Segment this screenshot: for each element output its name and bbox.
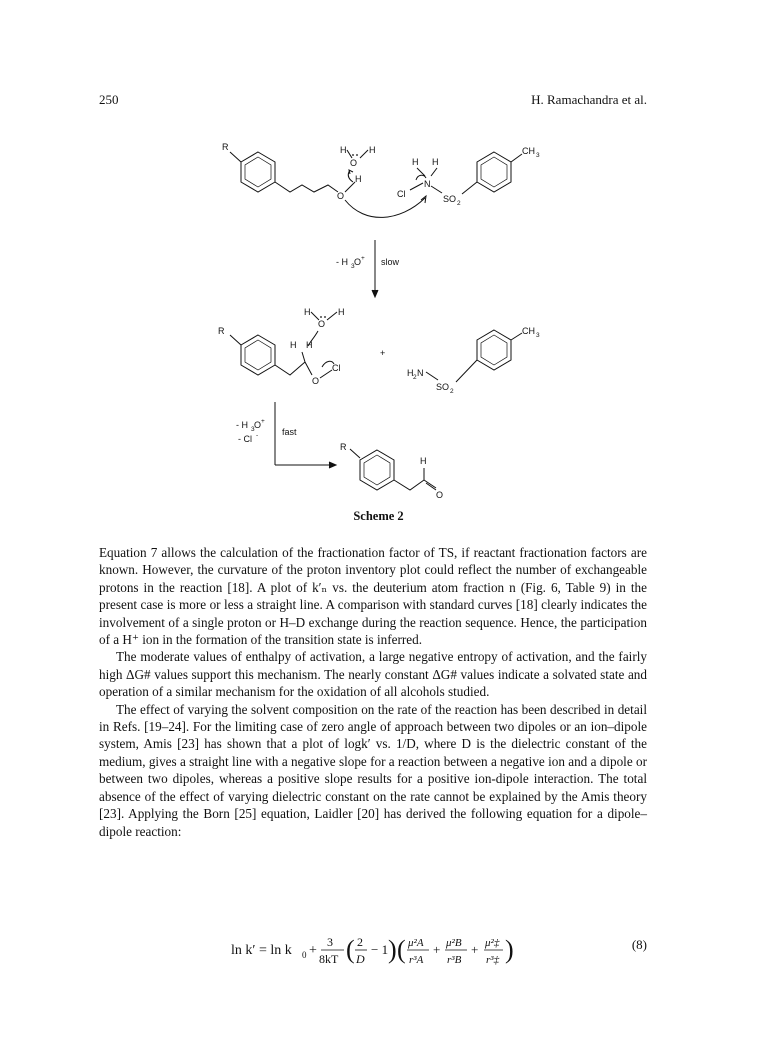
- svg-text:r³A: r³A: [409, 954, 424, 966]
- loss-cl-label: - Cl: [238, 434, 252, 444]
- scheme-drawing: [200, 130, 660, 510]
- svg-text:): ): [505, 935, 514, 964]
- bond: [511, 154, 522, 162]
- page-number: 250: [99, 92, 119, 107]
- r-group-1: R: [222, 142, 229, 152]
- methyl-1: CH: [522, 146, 535, 156]
- bond: [456, 360, 477, 382]
- equation-number: (8): [631, 937, 647, 952]
- svg-text:r³B: r³B: [447, 954, 462, 966]
- chain-2: [275, 362, 305, 375]
- bond: [462, 182, 477, 194]
- reaction-scheme: [200, 130, 660, 510]
- water-h-3: H: [304, 307, 311, 317]
- sulfonyl-2: SO: [436, 382, 450, 392]
- svg-text:N: N: [417, 368, 424, 378]
- svg-text:O: O: [254, 420, 262, 430]
- bond: [431, 186, 442, 193]
- eq-lhs: ln k′ = ln k: [231, 943, 292, 958]
- svg-text:2: 2: [457, 200, 461, 207]
- water-o-2: O: [318, 319, 326, 329]
- svg-text:O: O: [354, 257, 362, 267]
- arrowhead: [349, 170, 353, 174]
- oxygen-2: O: [312, 376, 320, 386]
- r-group-2: R: [218, 326, 225, 336]
- svg-text:3: 3: [351, 263, 355, 270]
- chlorine-2: Cl: [332, 363, 341, 373]
- svg-text:+: +: [433, 942, 441, 957]
- svg-text:0: 0: [302, 950, 307, 960]
- water-h-4: H: [338, 307, 345, 317]
- bond: [347, 150, 352, 158]
- chain-1: [275, 182, 338, 192]
- benzene-ring-5: [360, 450, 394, 490]
- svg-text:(: (: [397, 935, 406, 964]
- svg-text:2: 2: [450, 388, 454, 395]
- benzene-ring-4: [477, 330, 511, 370]
- arrowhead: [372, 290, 378, 297]
- benzene-ring-3: [241, 335, 275, 375]
- svg-text:μ²A: μ²A: [408, 937, 424, 949]
- body-text: [99, 544, 647, 840]
- bond: [302, 352, 305, 362]
- svg-text:): ): [388, 935, 397, 964]
- loss-h3o-label-2: - H: [236, 420, 248, 430]
- svg-text:3: 3: [536, 152, 540, 159]
- bond: [311, 312, 319, 320]
- benzene-ring-1: [241, 152, 275, 192]
- fast-label: fast: [282, 427, 297, 437]
- eq-den-8kt: 8kT: [319, 952, 339, 966]
- paragraph-2: The moderate values of enthalpy of activation, a large negative entropy of activation, and the fairly high ΔG# values support this mechanism. The nearly constant ΔG# values indicate a solvated state and operation of a similar mechanism for the oxidation of all alcohols studied.: [99, 649, 647, 700]
- running-authors: H. Ramachandra et al.: [531, 92, 647, 107]
- svg-text:μ²B: μ²B: [446, 937, 462, 949]
- bond: [424, 480, 436, 488]
- svg-text:+: +: [471, 942, 479, 957]
- svg-text:+: +: [309, 943, 317, 958]
- bond: [305, 362, 312, 375]
- paragraph-3: The effect of varying the solvent composition on the rate of the reaction has been described in detail in Refs. [19–24]. For the limiting case of zero angle of approach between two dipoles or an ion–dipole system, Amis [23] has shown that a plot of logk′ vs. 1/D, where D is the dielectric constant of the medium, gives a straight line with a negative slope for a reaction between a negative ion and a dipole or between two dipoles, whereas a positive slope results for a positive ion-dipole interaction. The total absence of the effect of varying dielectric constant on the rate cannot be explained by the Amis theory [23]. Applying the Born [25] equation, Laidler [20] has derived the following equation for a dipole–dipole reaction:: [99, 701, 647, 839]
- bond: [426, 372, 438, 380]
- equation-drawing: [99, 925, 599, 975]
- amine: H: [407, 368, 414, 378]
- ch-h-2: H: [306, 340, 313, 350]
- svg-text:μ²‡: μ²‡: [485, 937, 500, 949]
- loss-h3o-label-1: - H: [336, 257, 348, 267]
- bond: [230, 335, 241, 345]
- benzene-ring-2: [477, 152, 511, 192]
- svg-text:2: 2: [413, 374, 417, 381]
- chlorine-1: Cl: [397, 189, 406, 199]
- arrowhead: [329, 462, 336, 468]
- bond: [320, 370, 332, 378]
- svg-text:+: +: [361, 255, 365, 262]
- svg-text:D: D: [356, 952, 365, 966]
- n-h-1: H: [412, 157, 419, 167]
- water-o-1: O: [350, 158, 358, 168]
- ch-h-1: H: [290, 340, 297, 350]
- scheme-caption: Scheme 2: [353, 509, 404, 523]
- plus-sign: +: [380, 348, 386, 358]
- curved-arrow-2: [345, 198, 425, 217]
- methyl-2: CH: [522, 326, 535, 336]
- bond: [410, 183, 423, 190]
- bond: [350, 449, 360, 458]
- aldehyde-o: O: [436, 490, 444, 500]
- bond: [511, 333, 522, 340]
- nitrogen-1: N: [424, 179, 431, 189]
- eq-num-3: 3: [327, 935, 333, 949]
- svg-text:r³‡: r³‡: [486, 954, 500, 966]
- bond: [431, 168, 437, 176]
- sulfonyl-1: SO: [443, 194, 457, 204]
- svg-text:− 1: − 1: [371, 942, 389, 957]
- bond: [230, 152, 241, 162]
- slow-label: slow: [381, 257, 400, 267]
- curved-arrow-5: [308, 331, 318, 346]
- n-h-2: H: [432, 157, 439, 167]
- r-group-3: R: [340, 442, 347, 452]
- aldehyde-h: H: [420, 456, 427, 466]
- bond: [360, 150, 368, 158]
- bond: [327, 312, 337, 320]
- svg-text:+: +: [261, 418, 265, 425]
- svg-text:-: -: [256, 432, 259, 439]
- water-h-1: H: [340, 145, 347, 155]
- svg-text:2: 2: [357, 935, 363, 949]
- water-h-2: H: [369, 145, 376, 155]
- equation-8: [99, 925, 647, 975]
- hydrogen-1: H: [355, 174, 362, 184]
- chain-3: [394, 480, 424, 490]
- bond: [345, 182, 355, 192]
- paragraph-1: Equation 7 allows the calculation of the fractionation factor of TS, if reactant fractionation factors are known. However, the curvature of the proton inventory plot could reflect the number of exchangeable protons in the reaction [18]. A plot of k′ₙ vs. the deuterium atom fraction n (Fig. 6, Table 9) in the present case is more or less a straight line. A comparison with standard curves [18] clearly indicates the involvement of a single proton or H–D exchange during the reaction sequence. Hence, the participation of a H⁺ ion in the formation of the transition state is inferred.: [99, 545, 647, 648]
- svg-text:3: 3: [251, 426, 255, 433]
- oxygen-1: O: [337, 191, 345, 201]
- svg-text:3: 3: [536, 332, 540, 339]
- svg-text:(: (: [346, 935, 355, 964]
